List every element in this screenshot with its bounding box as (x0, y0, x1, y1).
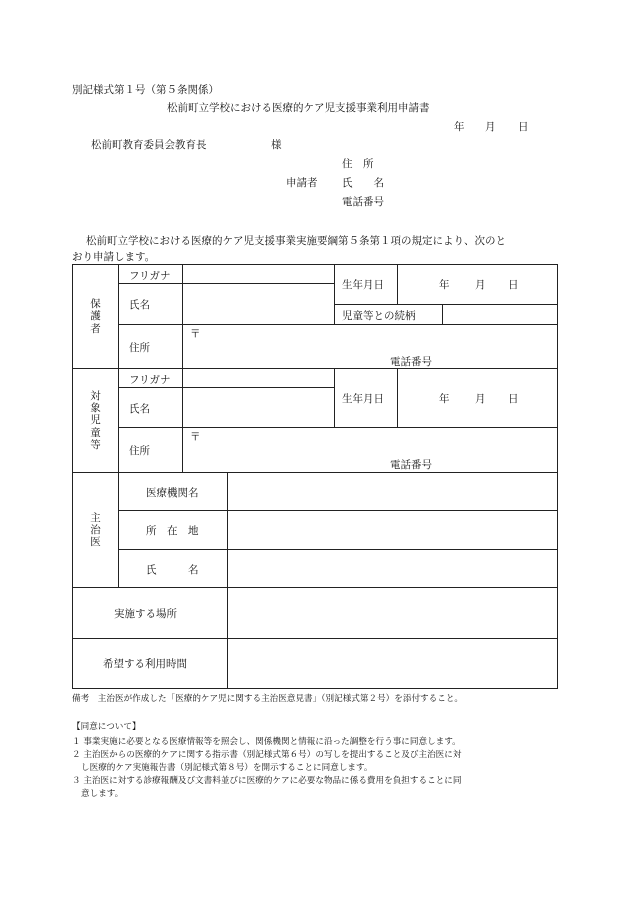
section-char: 象 (90, 402, 101, 415)
child-birth-day: 日 (508, 393, 519, 405)
date-month-label: 月 (485, 121, 496, 133)
date-year-label: 年 (454, 121, 465, 133)
doctor-name-label: 氏 名 (146, 564, 199, 576)
child-furigana-field[interactable] (183, 369, 333, 387)
consent-item-2: ２ 主治医からの医療的ケアに関する指示書（別記様式第６号）の写しを提出すること及び主治医に対 (72, 750, 462, 760)
intro-line-1: 松前町立学校における医療的ケア児支援事業実施要綱第５条第１項の規定により、次のと (86, 235, 506, 247)
section-char: 対 (90, 390, 101, 403)
guardian-name-label: 氏名 (129, 299, 150, 311)
time-field[interactable] (228, 639, 557, 688)
guardian-address-label: 住所 (129, 342, 150, 354)
guardian-furigana-label: フリガナ (129, 270, 171, 282)
divider (334, 369, 335, 427)
child-address-field[interactable] (183, 428, 557, 472)
time-label: 希望する利用時間 (103, 658, 187, 670)
consent-item-3: ３ 主治医に対する診療報酬及び文書料並びに医療的ケアに必要な物品に係る費用を負担することに同 (72, 776, 462, 786)
doctor-name-field[interactable] (228, 550, 557, 587)
divider (397, 264, 398, 304)
applicant-label: 申請者 (286, 177, 318, 189)
doctor-institution-label: 医療機関名 (146, 487, 199, 499)
guardian-section-label (73, 265, 118, 368)
section-char: 童 (90, 426, 101, 439)
section-char: 児 (90, 414, 101, 427)
divider (118, 264, 119, 587)
child-furigana-label: フリガナ (129, 374, 171, 386)
remarks: 備考 主治医が作成した「医療的ケア児に関する主治医意見書」（別記様式第２号）を添付すること。 (72, 694, 464, 704)
guardian-birth-year: 年 (439, 279, 450, 291)
table-border-bottom (72, 688, 558, 689)
place-field[interactable] (228, 588, 557, 638)
child-birth-year: 年 (439, 393, 450, 405)
child-phone-label: 電話番号 (390, 459, 432, 471)
guardian-relationship-field[interactable] (443, 305, 557, 324)
guardian-address-field[interactable] (183, 325, 557, 368)
child-postal-mark: 〒 (190, 431, 201, 443)
form-number: 別記様式第１号（第５条関係） (72, 84, 219, 96)
applicant-phone-label: 電話番号 (342, 196, 384, 208)
divider (397, 369, 398, 427)
intro-line-2: おり申請します。 (72, 251, 156, 263)
section-char: 等 (90, 438, 101, 451)
date-day-label: 日 (518, 121, 529, 133)
page-title: 松前町立学校における医療的ケア児支援事業利用申請書 (167, 102, 430, 114)
child-name-label: 氏名 (129, 403, 150, 415)
addressee: 松前町教育委員会教育長 (91, 139, 207, 151)
section-char: 保 (90, 298, 101, 311)
consent-item-3-cont: 意します。 (81, 789, 124, 799)
consent-item-2-cont: し医療的ケア実施報告書（別記様式第８号）を開示することに同意します。 (81, 763, 373, 773)
guardian-name-field[interactable] (183, 284, 333, 324)
doctor-location-field[interactable] (228, 511, 557, 549)
consent-heading: 【同意について】 (72, 722, 141, 732)
applicant-name-label: 氏 名 (342, 177, 384, 189)
guardian-birth-day: 日 (508, 279, 519, 291)
application-form-table (72, 264, 558, 689)
child-address-label: 住所 (129, 445, 150, 457)
consent-item-1: １ 事業実施に必要となる医療情報等を照会し、関係機関と情報に沿った調整を行う事に同意します。 (72, 737, 461, 747)
section-char: 治 (90, 523, 101, 536)
child-name-field[interactable] (183, 388, 333, 427)
divider (334, 264, 335, 324)
section-char: 主 (90, 511, 101, 524)
guardian-relationship-label: 児童等との続柄 (342, 310, 416, 322)
guardian-phone-label: 電話番号 (390, 356, 432, 368)
guardian-birth-month: 月 (475, 279, 486, 291)
section-char: 者 (90, 322, 101, 335)
guardian-furigana-field[interactable] (183, 265, 333, 283)
child-birthdate-label: 生年月日 (342, 393, 384, 405)
doctor-institution-field[interactable] (228, 473, 557, 510)
addressee-honorific: 様 (271, 139, 282, 151)
child-birth-month: 月 (475, 393, 486, 405)
child-section-label (73, 369, 118, 472)
table-border-right (557, 264, 558, 689)
doctor-location-label: 所 在 地 (146, 525, 199, 537)
applicant-address-label: 住 所 (342, 158, 374, 170)
guardian-birthdate-label: 生年月日 (342, 279, 384, 291)
doctor-section-label (73, 473, 118, 587)
place-label: 実施する場所 (114, 608, 177, 620)
guardian-postal-mark: 〒 (190, 328, 201, 340)
section-char: 護 (90, 310, 101, 323)
section-char: 医 (90, 536, 101, 549)
